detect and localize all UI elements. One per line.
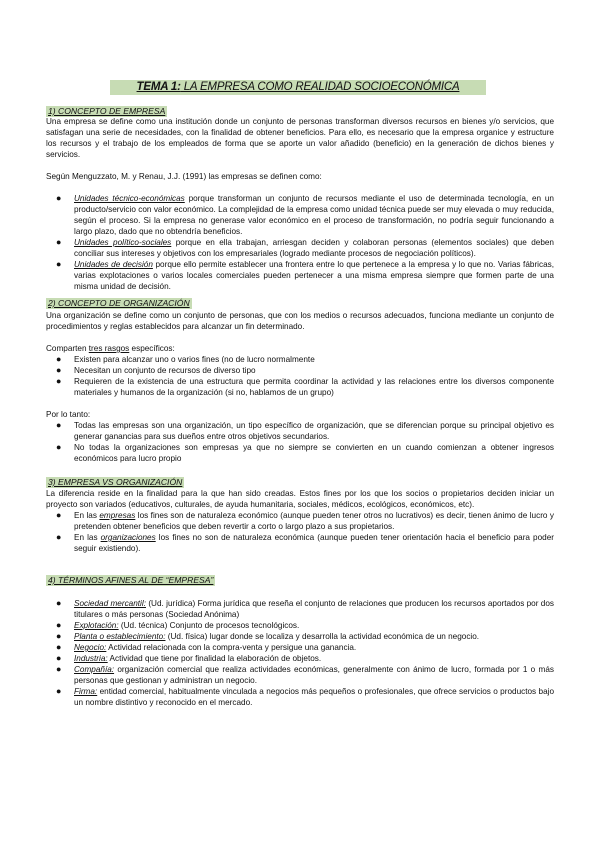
bullet-icon: ● xyxy=(56,653,62,663)
list-item xyxy=(46,510,554,532)
rasgos-underlined: tres rasgos xyxy=(88,344,130,353)
bullet-icon: ● xyxy=(56,642,62,652)
section-1-list xyxy=(46,193,554,292)
list-term: empresas xyxy=(99,511,136,520)
list-item xyxy=(46,653,554,664)
list-text: (Ud. física) lugar donde se localiza y desarrolla la actividad económica de un negocio. xyxy=(165,632,480,641)
list-term: Explotación: xyxy=(74,621,119,630)
bullet-icon: ● xyxy=(56,420,62,430)
list-term: Sociedad mercantil: xyxy=(74,599,146,608)
rasgos-pre: Comparten xyxy=(46,344,89,353)
list-term: Unidades técnico-económicas xyxy=(74,194,185,203)
list-text: Actividad que tiene por finalidad la elaboración de objetos. xyxy=(107,654,322,663)
list-term: Unidades político-sociales xyxy=(74,238,172,247)
list-text: (Ud. jurídica) Forma jurídica que reseña el conjunto de relaciones que producen los recursos aportados por dos titulares o más personas (Sociedad Anónima) xyxy=(74,599,555,619)
bullet-icon: ● xyxy=(56,686,62,696)
section-4-heading: 4) TÉRMINOS AFINES AL DE “EMPRESA” xyxy=(48,575,214,585)
list-item xyxy=(46,532,554,554)
list-text: Necesitan un conjunto de recursos de diverso tipo xyxy=(74,366,256,375)
section-2-rasgos-list xyxy=(46,354,554,398)
list-term: Industria: xyxy=(74,654,108,663)
section-1-list-block xyxy=(46,193,554,292)
list-item xyxy=(46,237,554,259)
list-item xyxy=(46,442,554,464)
list-term: Unidades de decisión xyxy=(74,260,153,269)
title-prefix: TEMA 1: xyxy=(136,81,181,93)
bullet-icon: ● xyxy=(56,365,62,375)
section-1-source-block xyxy=(46,171,554,182)
list-text: los fines son de naturaleza económico (aunque pueden tener otros no lucrativos) es decir, tienen ánimo de lucro y pretenden obtener beneficios que deben revertir a corto o largo plazo a sus propietarios. xyxy=(74,511,555,531)
section-1-intro: Una empresa se define como una institución donde un conjunto de personas transforman diversos recursos en bienes y/o servicios, que satisfagan una serie de necesidades, con la finalidad de obtener beneficios. Para ello, es necesario que la empresa organice y estructure los recursos y el trabajo de los empleados de forma que se aporte un valor añadido (beneficio) en la generación de dichos bienes y servicios. xyxy=(46,117,554,159)
list-term: Compañía: xyxy=(74,665,115,674)
list-text: porque transforman un conjunto de recursos mediante el uso de determinada tecnología, en un producto/servicio con valor económico. La complejidad de la empresa como unidad técnica puede ser muy elevada o muy reducida, según el proceso. Si la empresa no generase valor económico en el proceso de transformación, no podría seguir funcionando a largo plazo, dado que no obtendría beneficios. xyxy=(74,194,554,236)
bullet-icon: ● xyxy=(56,354,62,364)
bullet-icon: ● xyxy=(56,259,62,269)
list-item xyxy=(46,686,554,708)
section-1-source: Según Menguzzato, M. y Renau, J.J. (1991) las empresas se definen como: xyxy=(46,172,322,181)
list-item xyxy=(46,598,554,620)
bullet-icon: ● xyxy=(56,193,62,203)
list-term: Planta o establecimiento: xyxy=(74,632,166,641)
list-text: No todas la organizaciones son empresas ya que no siempre se convierten en un cuando comienzan a obtener ingresos económicos para lucro propio xyxy=(74,443,554,463)
list-item xyxy=(46,354,554,365)
list-text: los fines no son de naturaleza económica (aunque pueden tener orientación hacia el beneficio para poder seguir existiendo). xyxy=(74,533,554,553)
bullet-icon: ● xyxy=(56,442,62,452)
list-text: entidad comercial, habitualmente vinculada a negocios más pequeños o profesionales, que ofrece servicios o productos bajo un nombre distintivo y reconocido en el mercado. xyxy=(74,687,554,707)
section-2-rasgos-block xyxy=(46,343,554,398)
section-2-conclusion-block xyxy=(46,409,554,464)
bullet-icon: ● xyxy=(56,620,62,630)
list-text: Todas las empresas son una organización, un tipo específico de organización, que se diferencian porque su principal objetivo es generar ganancias para sus dueños entre otros objetivos secundarios. xyxy=(74,421,554,441)
list-text: porque en ella trabajan, arriesgan deciden y colaboran personas (elementos sociales) que deben conciliar sus intereses y objetivos con los empresariales (logrado mediante procesos de negociación políticos). xyxy=(74,238,554,258)
list-item xyxy=(46,259,554,292)
section-1-body xyxy=(46,116,554,160)
section-1-heading: 1) CONCEPTO DE EMPRESA xyxy=(48,106,166,116)
bullet-icon: ● xyxy=(56,510,62,520)
section-2-heading: 2) CONCEPTO DE ORGANIZACIÓN xyxy=(48,298,190,308)
section-4-body xyxy=(46,598,554,708)
list-text: Existen para alcanzar uno o varios fines (no de lucro normalmente xyxy=(74,355,315,364)
list-text: (Ud. técnica) Conjunto de procesos tecnológicos. xyxy=(118,621,300,630)
page-title xyxy=(110,80,486,95)
section-3-intro: La diferencia reside en la finalidad para la que han sido creadas. Estos fines por los que los socios o propietarios deciden iniciar un proyecto son variados (educativos, culturales, de ayuda humanitaria, sociales, médicos, ecológicos, económicos, etc). xyxy=(46,489,554,509)
list-text: Requieren de la existencia de una estructura que permita coordinar la actividad y las relaciones entre los diversos componente materiales y humanos de la organización (si no, hablamos de un grupo) xyxy=(74,377,554,397)
section-3-heading: 3) EMPRESA VS ORGANIZACIÓN xyxy=(48,477,183,487)
section-3-list xyxy=(46,510,554,554)
rasgos-post: específicos: xyxy=(129,344,175,353)
list-item xyxy=(46,376,554,398)
section-2-portanto: Por lo tanto: xyxy=(46,410,91,419)
section-2-rasgos-lead xyxy=(46,343,554,354)
list-term: organizaciones xyxy=(100,533,156,542)
bullet-icon: ● xyxy=(56,376,62,386)
section-2-conclusion-list xyxy=(46,420,554,464)
bullet-icon: ● xyxy=(56,237,62,247)
list-text: Actividad relacionada con la compra-venta y persigue una ganancia. xyxy=(106,643,357,652)
list-pre: En las xyxy=(74,511,100,520)
bullet-icon: ● xyxy=(56,532,62,542)
list-item xyxy=(46,193,554,237)
list-text: porque ello permite establecer una frontera entre lo que pertenece a la empresa y lo que no. Varias fábricas, varias explotaciones o varios locales comerciales pueden pertenecer a una misma empresa siempre que formen parte de una misma unidad de decisión. xyxy=(74,260,554,291)
section-4-list xyxy=(46,598,554,708)
title-text: LA EMPRESA COMO REALIDAD SOCIOECONÓMICA xyxy=(180,81,460,93)
bullet-icon: ● xyxy=(56,598,62,608)
list-item xyxy=(46,642,554,653)
bullet-icon: ● xyxy=(56,631,62,641)
list-pre: En las xyxy=(74,533,101,542)
bullet-icon: ● xyxy=(56,664,62,674)
section-2-intro: Una organización se define como un conjunto de personas, que con los medios o recursos adecuados, funciona mediante un conjunto de procedimientos y reglas establecidos para alcanzar un fin determinado. xyxy=(46,311,554,331)
list-item xyxy=(46,620,554,631)
list-text: organización comercial que realiza actividades económicas, generalmente con ánimo de lucro, formada por 1 o más personas que gestionan y administran un negocio. xyxy=(74,665,554,685)
section-2-body xyxy=(46,310,554,332)
list-term: Firma: xyxy=(74,687,98,696)
list-item xyxy=(46,631,554,642)
list-term: Negocio: xyxy=(74,643,107,652)
list-item xyxy=(46,365,554,376)
section-3-body xyxy=(46,488,554,554)
list-item xyxy=(46,420,554,442)
list-item xyxy=(46,664,554,686)
